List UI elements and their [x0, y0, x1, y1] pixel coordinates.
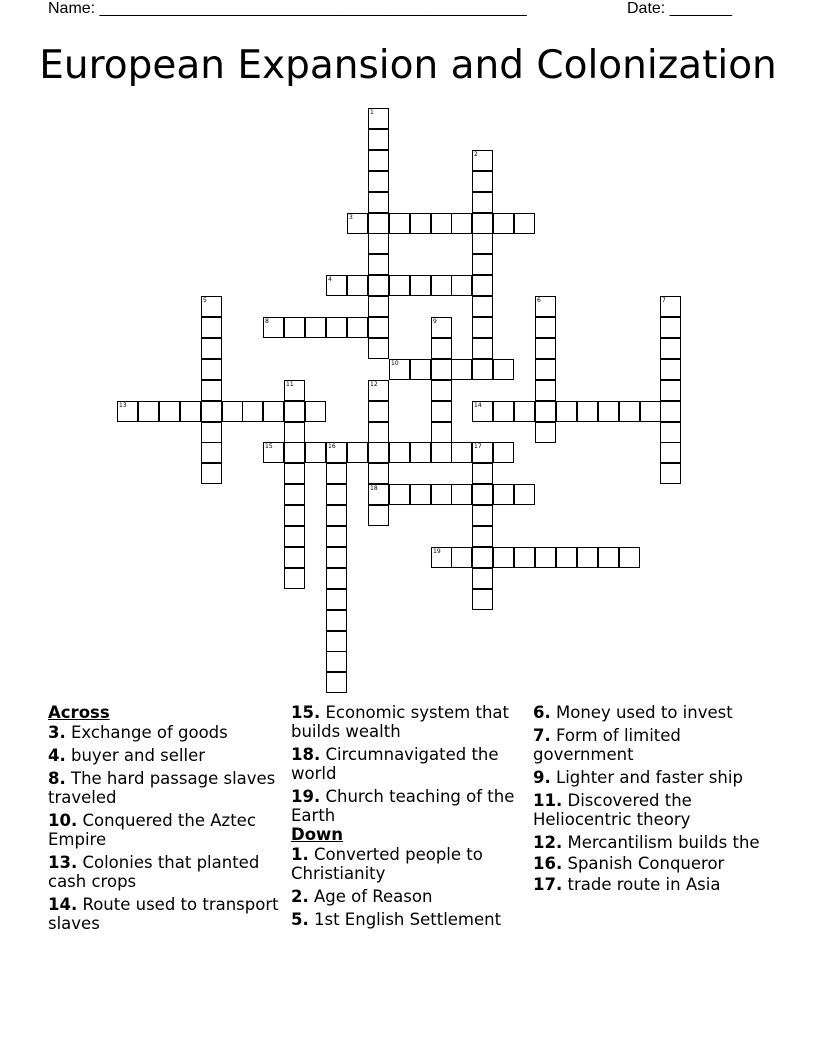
grid-cell [326, 442, 347, 463]
across-clue-13: 13. Colonies that planted cash crops [48, 853, 260, 891]
grid-cell [535, 380, 556, 401]
grid-cell [472, 275, 493, 296]
grid-cell [326, 672, 347, 693]
grid-cell [472, 463, 493, 484]
clue-number: 15 [265, 443, 273, 450]
grid-cell [535, 317, 556, 338]
grid-cell [201, 422, 222, 443]
grid-cell [514, 547, 535, 568]
grid-cell [472, 317, 493, 338]
grid-cell [263, 401, 284, 422]
grid-cell [431, 484, 452, 505]
grid-cell [263, 442, 284, 463]
grid-cell [305, 442, 326, 463]
grid-cell [368, 422, 389, 443]
grid-cell [556, 547, 577, 568]
clue-number: 17 [474, 443, 482, 450]
grid-cell [514, 484, 535, 505]
down-clue-12: 12. Mercantilism builds the [533, 833, 760, 852]
grid-cell [368, 171, 389, 192]
clue-number: 1 [370, 109, 374, 116]
grid-cell [305, 401, 326, 422]
grid-cell [389, 213, 410, 234]
grid-cell [284, 317, 305, 338]
grid-cell [326, 317, 347, 338]
grid-cell [660, 317, 681, 338]
clue-number: 6 [537, 297, 541, 304]
grid-cell [472, 526, 493, 547]
grid-cell [410, 442, 431, 463]
clue-number: 2 [474, 151, 478, 158]
grid-cell [326, 568, 347, 589]
across-clue-4: 4. buyer and seller [48, 746, 206, 765]
grid-cell [619, 547, 640, 568]
grid-cell [472, 213, 493, 234]
grid-cell [326, 589, 347, 610]
grid-cell [242, 401, 263, 422]
grid-cell [284, 568, 305, 589]
grid-cell [201, 296, 222, 317]
grid-cell [389, 484, 410, 505]
down-heading: Down [291, 825, 344, 844]
grid-cell [284, 526, 305, 547]
grid-cell [326, 505, 347, 526]
grid-cell [451, 442, 472, 463]
grid-cell [347, 317, 368, 338]
grid-cell [347, 213, 368, 234]
grid-cell [660, 401, 681, 422]
grid-cell [389, 442, 410, 463]
grid-cell [472, 505, 493, 526]
clue-column-1 [48, 703, 284, 937]
grid-cell [514, 213, 535, 234]
grid-cell [660, 338, 681, 359]
grid-cell [326, 631, 347, 652]
clue-number: 3 [349, 214, 353, 221]
grid-cell [431, 317, 452, 338]
grid-cell [431, 359, 452, 380]
grid-cell [431, 275, 452, 296]
grid-cell [201, 338, 222, 359]
grid-cell [368, 150, 389, 171]
grid-cell [472, 484, 493, 505]
across-clue-14: 14. Route used to transport slaves [48, 895, 279, 933]
clue-number: 19 [433, 548, 441, 555]
grid-cell [368, 442, 389, 463]
grid-cell [368, 380, 389, 401]
grid-cell [493, 442, 514, 463]
clue-number: 9 [433, 318, 437, 325]
grid-cell [389, 359, 410, 380]
grid-cell [660, 422, 681, 443]
grid-cell [284, 484, 305, 505]
grid-cell [201, 359, 222, 380]
grid-cell [368, 338, 389, 359]
down-clue-1: 1. Converted people to Christianity [291, 845, 483, 883]
grid-cell [619, 401, 640, 422]
grid-cell [368, 401, 389, 422]
grid-cell [472, 547, 493, 568]
grid-cell [263, 317, 284, 338]
grid-cell [472, 192, 493, 213]
grid-cell [326, 463, 347, 484]
clue-column-2 [291, 703, 527, 933]
grid-cell [117, 401, 138, 422]
grid-cell [472, 254, 493, 275]
grid-cell [410, 275, 431, 296]
grid-cell [660, 442, 681, 463]
grid-cell [305, 317, 326, 338]
grid-cell [368, 192, 389, 213]
grid-cell [535, 338, 556, 359]
grid-cell [493, 484, 514, 505]
date-field-label: Date: _______ [627, 0, 732, 17]
grid-cell [577, 401, 598, 422]
grid-cell [410, 359, 431, 380]
grid-cell [535, 296, 556, 317]
grid-cell [180, 401, 201, 422]
clue-number: 11 [286, 381, 294, 388]
grid-cell [389, 275, 410, 296]
clue-number: 4 [328, 276, 332, 283]
grid-cell [598, 401, 619, 422]
clue-number: 8 [265, 318, 269, 325]
grid-cell [535, 401, 556, 422]
grid-cell [326, 526, 347, 547]
grid-cell [431, 338, 452, 359]
grid-cell [284, 380, 305, 401]
grid-cell [431, 547, 452, 568]
grid-cell [410, 484, 431, 505]
name-field-label: Name: ________________________________________________ [48, 0, 527, 17]
grid-cell [472, 338, 493, 359]
clue-number: 13 [119, 402, 127, 409]
grid-cell [284, 463, 305, 484]
grid-cell [222, 401, 243, 422]
grid-cell [472, 296, 493, 317]
grid-cell [493, 547, 514, 568]
grid-cell [472, 150, 493, 171]
grid-cell [368, 233, 389, 254]
grid-cell [514, 401, 535, 422]
clue-number: 10 [391, 360, 399, 367]
grid-cell [368, 254, 389, 275]
grid-cell [431, 442, 452, 463]
clue-number: 18 [370, 485, 378, 492]
grid-cell [368, 296, 389, 317]
across-clue-10: 10. Conquered the Aztec Empire [48, 811, 256, 849]
grid-cell [201, 380, 222, 401]
grid-cell [535, 547, 556, 568]
grid-cell [201, 442, 222, 463]
grid-cell [284, 505, 305, 526]
across-clue-15: 15. Economic system that builds wealth [291, 703, 510, 741]
grid-cell [660, 463, 681, 484]
across-clue-8: 8. The hard passage slaves traveled [48, 769, 276, 807]
down-clue-9: 9. Lighter and faster ship [533, 768, 743, 787]
across-clue-3: 3. Exchange of goods [48, 723, 228, 742]
grid-cell [472, 359, 493, 380]
down-clue-2: 2. Age of Reason [291, 887, 433, 906]
clue-number: 12 [370, 381, 378, 388]
down-clue-6: 6. Money used to invest [533, 703, 733, 722]
down-clue-17: 17. trade route in Asia [533, 875, 721, 894]
grid-cell [577, 547, 598, 568]
grid-cell [138, 401, 159, 422]
grid-cell [368, 213, 389, 234]
grid-cell [431, 380, 452, 401]
grid-cell [326, 484, 347, 505]
grid-cell [284, 401, 305, 422]
grid-cell [284, 422, 305, 443]
grid-cell [368, 108, 389, 129]
grid-cell [472, 401, 493, 422]
grid-cell [347, 275, 368, 296]
down-clue-5: 5. 1st English Settlement [291, 910, 502, 929]
clue-column-3 [533, 703, 769, 898]
grid-cell [368, 463, 389, 484]
grid-cell [640, 401, 661, 422]
across-clue-18: 18. Circumnavigated the world [291, 745, 499, 783]
grid-cell [451, 359, 472, 380]
grid-cell [472, 171, 493, 192]
down-clue-11: 11. Discovered the Heliocentric theory [533, 791, 692, 829]
grid-cell [431, 213, 452, 234]
grid-cell [535, 359, 556, 380]
grid-cell [451, 484, 472, 505]
clue-number: 16 [328, 443, 336, 450]
grid-cell [326, 275, 347, 296]
grid-cell [472, 589, 493, 610]
across-clue-19: 19. Church teaching of the Earth [291, 787, 515, 825]
grid-cell [556, 401, 577, 422]
grid-cell [535, 422, 556, 443]
grid-cell [493, 213, 514, 234]
grid-cell [660, 380, 681, 401]
grid-cell [368, 484, 389, 505]
grid-cell [451, 275, 472, 296]
down-clue-7: 7. Form of limited government [533, 726, 681, 764]
grid-cell [660, 359, 681, 380]
grid-cell [451, 547, 472, 568]
clue-number: 7 [662, 297, 666, 304]
grid-cell [368, 505, 389, 526]
grid-cell [368, 317, 389, 338]
down-clue-16: 16. Spanish Conqueror [533, 854, 725, 873]
grid-cell [201, 317, 222, 338]
grid-cell [431, 422, 452, 443]
grid-cell [326, 651, 347, 672]
grid-cell [472, 568, 493, 589]
grid-cell [493, 401, 514, 422]
grid-cell [326, 610, 347, 631]
grid-cell [410, 213, 431, 234]
grid-cell [598, 547, 619, 568]
grid-cell [368, 275, 389, 296]
grid-cell [159, 401, 180, 422]
grid-cell [660, 296, 681, 317]
grid-cell [451, 213, 472, 234]
grid-cell [431, 401, 452, 422]
clue-number: 5 [203, 297, 207, 304]
page-title: European Expansion and Colonization [39, 43, 777, 88]
grid-cell [201, 463, 222, 484]
grid-cell [201, 401, 222, 422]
across-heading: Across [48, 703, 110, 722]
grid-cell [326, 547, 347, 568]
grid-cell [368, 129, 389, 150]
grid-cell [284, 547, 305, 568]
grid-cell [284, 442, 305, 463]
grid-cell [472, 233, 493, 254]
grid-cell [472, 442, 493, 463]
grid-cell [493, 359, 514, 380]
clue-number: 14 [474, 402, 482, 409]
grid-cell [347, 442, 368, 463]
